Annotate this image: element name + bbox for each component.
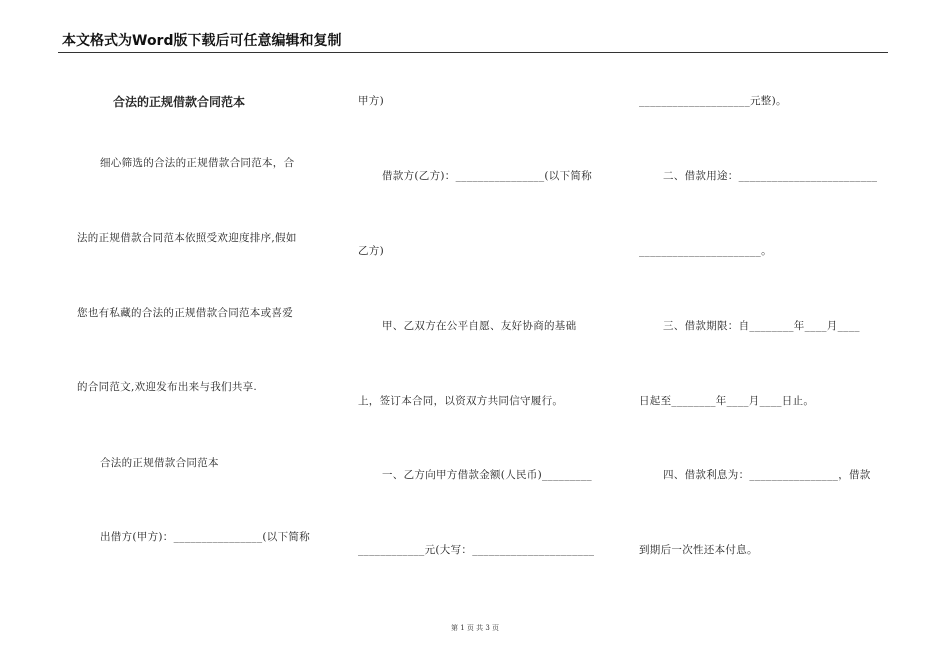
- amount-in-words-line: ____________元(大写：______________________: [358, 544, 595, 556]
- section-heading: 合法的正规借款合同范本: [100, 457, 219, 469]
- paragraph-line: 法的正规借款合同范本依照受欢迎度排序,假如: [77, 232, 297, 244]
- paragraph-line: 日起至________年____月____日止。: [639, 395, 815, 407]
- paragraph-line: 乙方): [358, 245, 384, 257]
- paragraph-line: ____________________元整)。: [639, 95, 787, 107]
- paragraph-line: ______________________。: [639, 245, 772, 257]
- borrower-line: 借款方(乙方)：________________(以下简称: [382, 170, 592, 182]
- paragraph-line: 细心筛选的合法的正规借款合同范本，合: [100, 157, 295, 169]
- paragraph-line: 甲方): [358, 95, 384, 107]
- paragraph-line: 的合同范文,欢迎发布出来与我们共享.: [77, 381, 258, 393]
- paragraph-line: 甲、乙双方在公平自愿、友好协商的基础: [382, 320, 577, 332]
- paragraph-line: 上，签订本合同，以资双方共同信守履行。: [358, 395, 564, 407]
- loan-interest-line: 四、借款利息为：________________，借款: [663, 469, 871, 481]
- loan-term-line: 三、借款期限：自________年____月____: [663, 320, 860, 332]
- header-divider: [58, 52, 888, 53]
- lender-line: 出借方(甲方)：________________(以下简称: [100, 531, 310, 543]
- paragraph-line: 您也有私藏的合法的正规借款合同范本或喜爱: [77, 307, 293, 319]
- document-header: 本文格式为Word版下载后可任意编辑和复制: [62, 33, 342, 49]
- page-number: 第 1 页 共 3 页: [450, 624, 500, 632]
- document-title: 合法的正规借款合同范本: [113, 95, 246, 109]
- paragraph-line: 到期后一次性还本付息。: [639, 544, 758, 556]
- loan-amount-line: 一、乙方向甲方借款金额(人民币)_________: [382, 469, 592, 481]
- loan-purpose-line: 二、借款用途：_________________________: [663, 170, 878, 182]
